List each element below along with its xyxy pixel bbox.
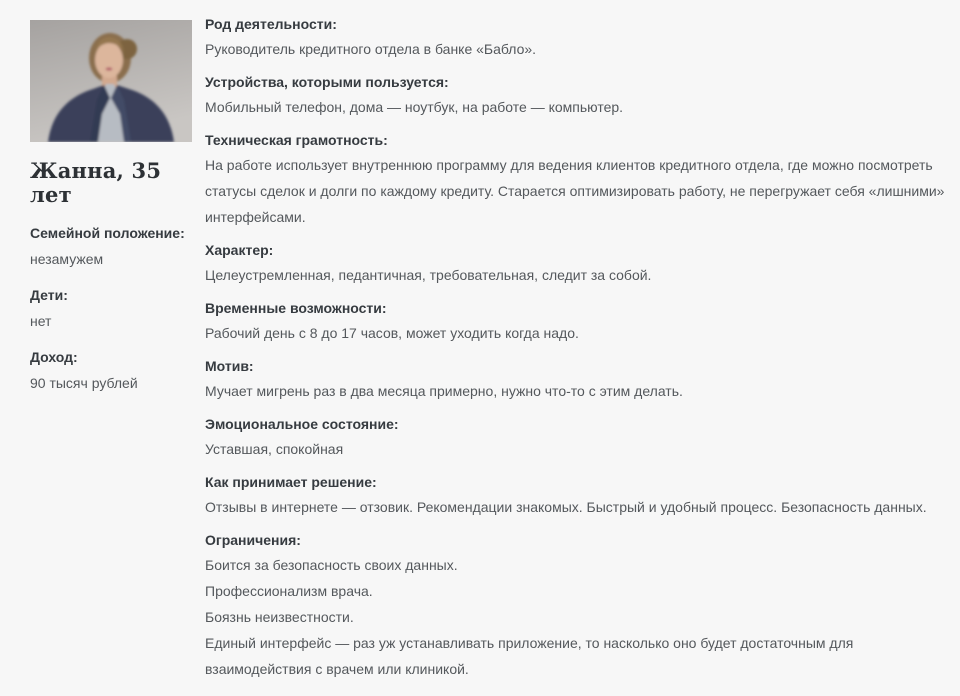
section-line: Рабочий день с 8 до 17 часов, может уходить когда надо.	[205, 325, 579, 341]
persona-section	[205, 412, 947, 462]
persona-field	[30, 285, 192, 331]
section-body	[205, 94, 947, 120]
persona-name: Жанна, 35 лет	[30, 158, 162, 207]
section-line: Руководитель кредитного отдела в банке «Бабло».	[205, 41, 537, 57]
persona-section	[205, 128, 947, 230]
persona-section	[205, 354, 947, 404]
section-line: Боится за безопасность своих данных.	[205, 557, 458, 573]
portrait-illustration	[30, 20, 192, 142]
field-label: Семейной положение:	[30, 225, 185, 241]
section-line: Мучает мигрень раз в два месяца примерно, нужно что-то с этим делать.	[205, 383, 683, 399]
persona-field	[30, 347, 192, 393]
persona-sidebar	[30, 20, 192, 393]
section-line: Уставшая, спокойная	[205, 441, 344, 457]
section-body	[205, 552, 947, 682]
section-title: Устройства, которыми пользуется:	[205, 74, 449, 90]
section-title: Как принимает решение:	[205, 474, 377, 490]
section-line: Боязнь неизвестности.	[205, 609, 354, 625]
persona-section	[205, 470, 947, 520]
section-body	[205, 36, 947, 62]
section-body	[205, 378, 947, 404]
field-label: Доход:	[30, 349, 78, 365]
section-title: Мотив:	[205, 358, 254, 374]
section-line: Единый интерфейс — раз уж устанавливать приложение, то насколько оно будет достаточным для взаимодействия с врачем или клиникой.	[205, 635, 854, 677]
section-body	[205, 320, 947, 346]
section-title: Временные возможности:	[205, 300, 387, 316]
persona-field	[30, 223, 192, 269]
field-value: 90 тысяч рублей	[30, 375, 138, 391]
persona-photo	[30, 20, 192, 142]
section-title: Ограничения:	[205, 532, 301, 548]
section-title: Эмоциональное состояние:	[205, 416, 399, 432]
persona-section	[205, 238, 947, 288]
field-value: незамужем	[30, 251, 104, 267]
persona-section	[205, 296, 947, 346]
persona-sections	[205, 12, 947, 682]
persona-section	[205, 12, 947, 62]
field-label: Дети:	[30, 287, 68, 303]
section-line: Профессионализм врача.	[205, 583, 373, 599]
persona-section	[205, 70, 947, 120]
section-line: Целеустремленная, педантичная, требовательная, следит за собой.	[205, 267, 652, 283]
persona-section	[205, 528, 947, 682]
section-line: Мобильный телефон, дома — ноутбук, на работе — компьютер.	[205, 99, 624, 115]
section-line: Отзывы в интернете — отзовик. Рекомендации знакомых. Быстрый и удобный процесс. Безопасность данных.	[205, 499, 927, 515]
section-title: Техническая грамотность:	[205, 132, 388, 148]
persona-details	[205, 12, 947, 690]
section-body	[205, 262, 947, 288]
section-body	[205, 152, 947, 230]
section-body	[205, 494, 947, 520]
field-value: нет	[30, 313, 52, 329]
section-line: На работе использует внутреннюю программу для ведения клиентов кредитного отдела, где можно посмотреть статусы сделок и долги по каждому кредиту. Старается оптимизировать работу, не перегружает себя «лишними» интерфейсами.	[205, 157, 945, 225]
section-title: Род деятельности:	[205, 16, 337, 32]
section-title: Характер:	[205, 242, 274, 258]
section-body	[205, 436, 947, 462]
persona-fields	[30, 223, 192, 393]
